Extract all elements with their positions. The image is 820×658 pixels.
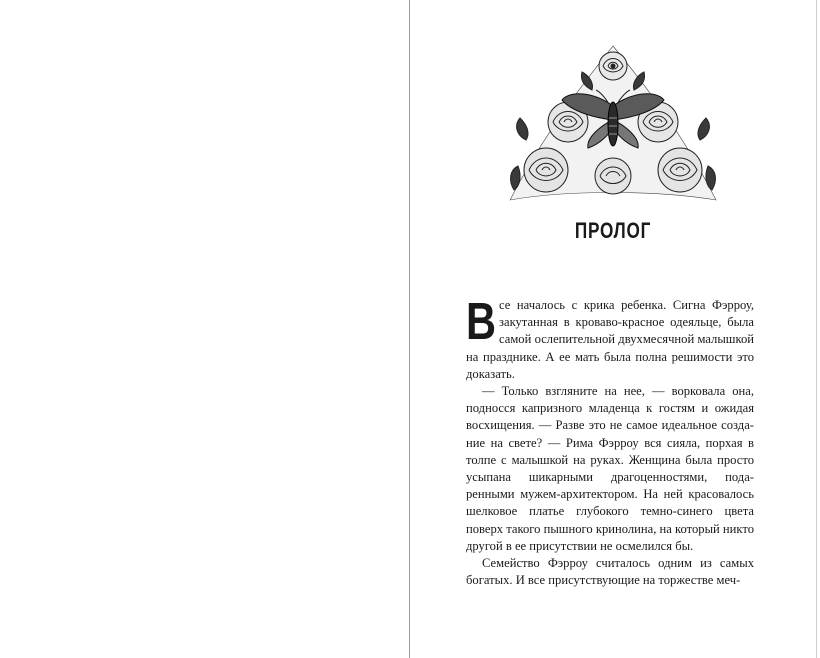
chapter-title: ПРОЛОГ <box>574 218 652 243</box>
chapter-body-text <box>466 293 754 589</box>
paragraph-3: Семейство Фэрроу считалось одним из самых богатых. И все присутствующие на торжестве меч- <box>466 556 754 588</box>
page-edge <box>816 0 817 658</box>
drop-cap: В <box>466 293 497 351</box>
left-page-blank <box>0 0 409 658</box>
right-page <box>410 0 816 658</box>
paragraph-1 <box>466 293 754 383</box>
paragraph-1-text: се началось с крика ребенка. Сигна Фэрроу, закутанная в кроваво-красное одеяльце, была самой ослепительной двухмесячной малышкой на празднике. А ее мать была полна решимости это доказать. <box>466 298 754 381</box>
paragraph-2: — Только взгляните на нее, — ворковала она, подносся капризного младенца к гостям и ожидая восхищения. — Разве это не самое идеальное создание на свете? — Рима Фэрроу вся сияла, порхая в толпе с малышкой на руках. Женщина была просто усыпана шикарными драгоценностями, подаренными мужем-архитектором. На ней красовалось шелковое платье глубокого темно-синего цвета поверх такого пышного кринолина, на который никто другой в ее присутствии не осмелился бы. <box>466 384 754 553</box>
moth-and-roses-ornament-icon <box>506 40 720 208</box>
